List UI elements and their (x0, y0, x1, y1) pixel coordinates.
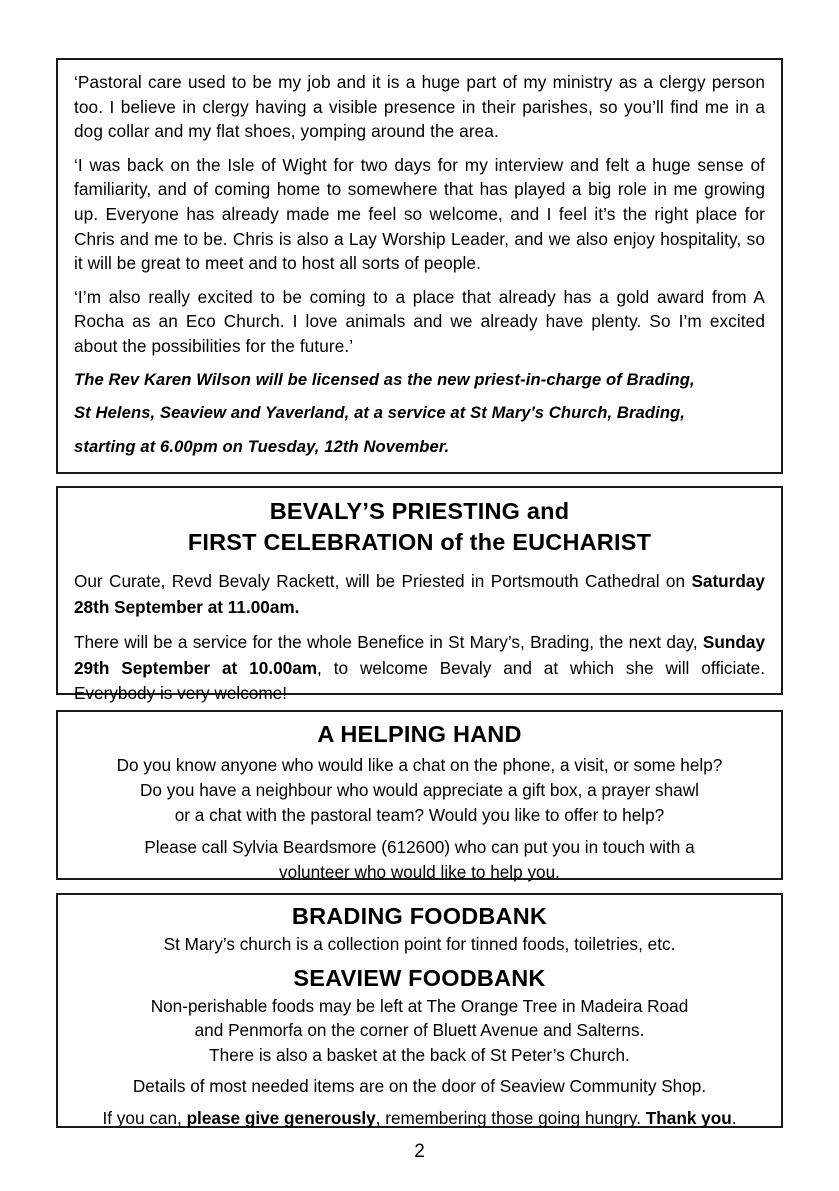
priesting-paragraph-1-text: Our Curate, Revd Bevaly Rackett, will be Priested in Portsmouth Cathedral on (74, 571, 692, 591)
helping-hand-line-3: or a chat with the pastoral team? Would you like to offer to help? (174, 804, 665, 825)
seaview-foodbank-line-1: Non-perishable foods may be left at The Orange Tree in Madeira Road (150, 995, 689, 1016)
interview-paragraph-2: ‘I was back on the Isle of Wight for two days for my interview and felt a huge sense of familiarity, and of coming home to somewhere that has played a big role in me growing up. Everyone has already made me feel so welcome, and I feel it’s the right place for Chris and me to be. Chris is also a Lay Worship Leader, and we also enjoy hospitality, so it will be great to meet and to host all sorts of people. (74, 154, 765, 274)
newsletter-page (56, 0, 783, 1191)
foodbank-give-generously: please give generously (186, 1107, 376, 1128)
priesting-date-sunday: Sunday 29th September at 10.00am (74, 632, 765, 678)
foodbank-closing-pre: If you can, (102, 1107, 187, 1128)
priesting-paragraph-1 (74, 569, 765, 620)
foodbank-box (56, 893, 783, 1128)
interview-paragraph-3: ‘I’m also really excited to be coming to a place that already has a gold award from A Rocha as an Eco Church. I love animals and we already have plenty. So I’m excited about the possibilities for the future.’ (74, 286, 765, 356)
helping-hand-box (56, 710, 783, 883)
priesting-paragraph-2-post: , to welcome Bevaly and at which she will officiate. Everybody is very welcome! (74, 657, 765, 703)
foodbank-closing-post: . (731, 1107, 737, 1128)
priesting-paragraph-2-pre: There will be a service for the whole Benefice in St Mary’s, Brading, the next day, (74, 632, 703, 652)
helping-hand-heading: A HELPING HAND (317, 721, 522, 747)
licensing-note-line-1: The Rev Karen Wilson will be licensed as the new priest-in-charge of Brading, (74, 369, 695, 389)
foodbank-closing-line (68, 1106, 771, 1131)
foodbank-details-line: Details of most needed items are on the door of Seaview Community Shop. (132, 1076, 707, 1097)
interview-paragraph-1: ‘Pastoral care used to be my job and it is a huge part of my ministry as a clergy person too. I believe in clergy having a visible presence in their parishes, so you’ll find me in a dog collar and my flat shoes, yomping around the area. (74, 72, 765, 142)
helping-hand-line-5: volunteer who would like to help you. (279, 862, 560, 883)
licensing-note-line-3: starting at 6.00pm on Tuesday, 12th November. (74, 436, 450, 456)
foodbank-closing-mid: , remembering those going hungry. (375, 1107, 646, 1128)
licensing-note-line-2: St Helens, Seaview and Yaverland, at a service at St Mary's Church, Brading, (74, 403, 686, 423)
seaview-foodbank-heading: SEAVIEW FOODBANK (293, 964, 546, 991)
helping-hand-line-2: Do you have a neighbour who would appreciate a gift box, a prayer shawl (140, 779, 699, 800)
interview-quotes-box (56, 58, 783, 474)
foodbank-thank-you: Thank you (645, 1107, 732, 1128)
brading-foodbank-heading: BRADING FOODBANK (291, 903, 548, 929)
priesting-heading-line-2: FIRST CELEBRATION of the EUCHARIST (187, 529, 652, 555)
page-number: 2 (414, 1141, 425, 1162)
seaview-foodbank-line-2: and Penmorfa on the corner of Bluett Avenue and Salterns. (194, 1020, 645, 1041)
brading-foodbank-line: St Mary’s church is a collection point for tinned foods, toiletries, etc. (163, 934, 676, 954)
helping-hand-line-4: Please call Sylvia Beardsmore (612600) who can put you in touch with a (144, 837, 695, 858)
seaview-foodbank-line-3: There is also a basket at the back of St Peter’s Church. (209, 1044, 630, 1065)
helping-hand-line-1: Do you know anyone who would like a chat on the phone, a visit, or some help? (116, 755, 723, 775)
priesting-heading-line-1: BEVALY’S PRIESTING and (269, 498, 570, 524)
priesting-paragraph-2 (74, 630, 765, 707)
priesting-date-saturday: Saturday 28th September at 11.00am. (74, 571, 765, 617)
priesting-announcement-box (56, 486, 783, 703)
